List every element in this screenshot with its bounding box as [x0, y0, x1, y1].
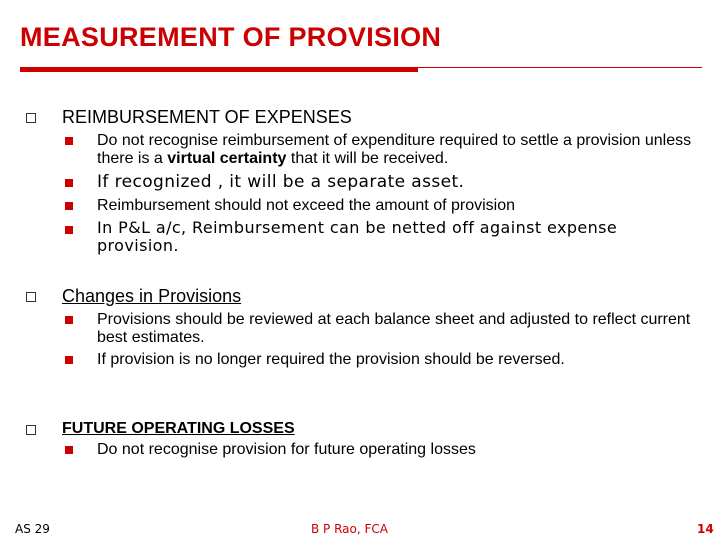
bold-emphasis: virtual certainty: [167, 150, 287, 167]
bullet-icon: [65, 202, 73, 210]
bullet-reviewed: Provisions should be reviewed at each balance sheet and adjusted to reflect current best estimates.: [97, 311, 691, 346]
title-underline-thick: [20, 67, 418, 72]
bullet-icon: [65, 446, 73, 454]
bullet-reimbursement-certainty: [97, 132, 697, 168]
page-number: 14: [697, 522, 714, 536]
bullet-icon: [65, 356, 73, 364]
bullet-icon: [65, 226, 73, 234]
square-bullet-icon: [26, 292, 36, 302]
bullet-separate-asset: If recognized , it will be a separate asset.: [97, 172, 465, 192]
bullet-future-losses: Do not recognise provision for future operating losses: [97, 441, 476, 458]
bullet-icon: [65, 137, 73, 145]
bullet-reversed: If provision is no longer required the provision should be reversed.: [97, 351, 565, 368]
square-bullet-icon: [26, 113, 36, 123]
title-underline-thin: [418, 67, 702, 68]
bullet-text-end: that it will be received.: [286, 150, 449, 167]
bullet-netted-off: In P&L a/c, Reimbursement can be netted off against expense provision.: [97, 218, 618, 255]
page-title: MEASUREMENT OF PROVISION: [20, 22, 442, 52]
footer-author: B P Rao, FCA: [311, 522, 388, 536]
section-heading-reimbursement: REIMBURSEMENT OF EXPENSES: [62, 107, 352, 127]
section-heading-changes: Changes in Provisions: [62, 286, 242, 306]
bullet-not-exceed: Reimbursement should not exceed the amount of provision: [97, 197, 516, 214]
bullet-text: Do not recognise reimbursement of expenditure required to settle a provision unless there is a: [97, 132, 692, 167]
square-bullet-icon: [26, 425, 36, 435]
bullet-icon: [65, 179, 73, 187]
section-heading-future-losses: FUTURE OPERATING LOSSES: [62, 420, 295, 437]
bullet-icon: [65, 316, 73, 324]
footer-standard: AS 29: [15, 522, 50, 536]
